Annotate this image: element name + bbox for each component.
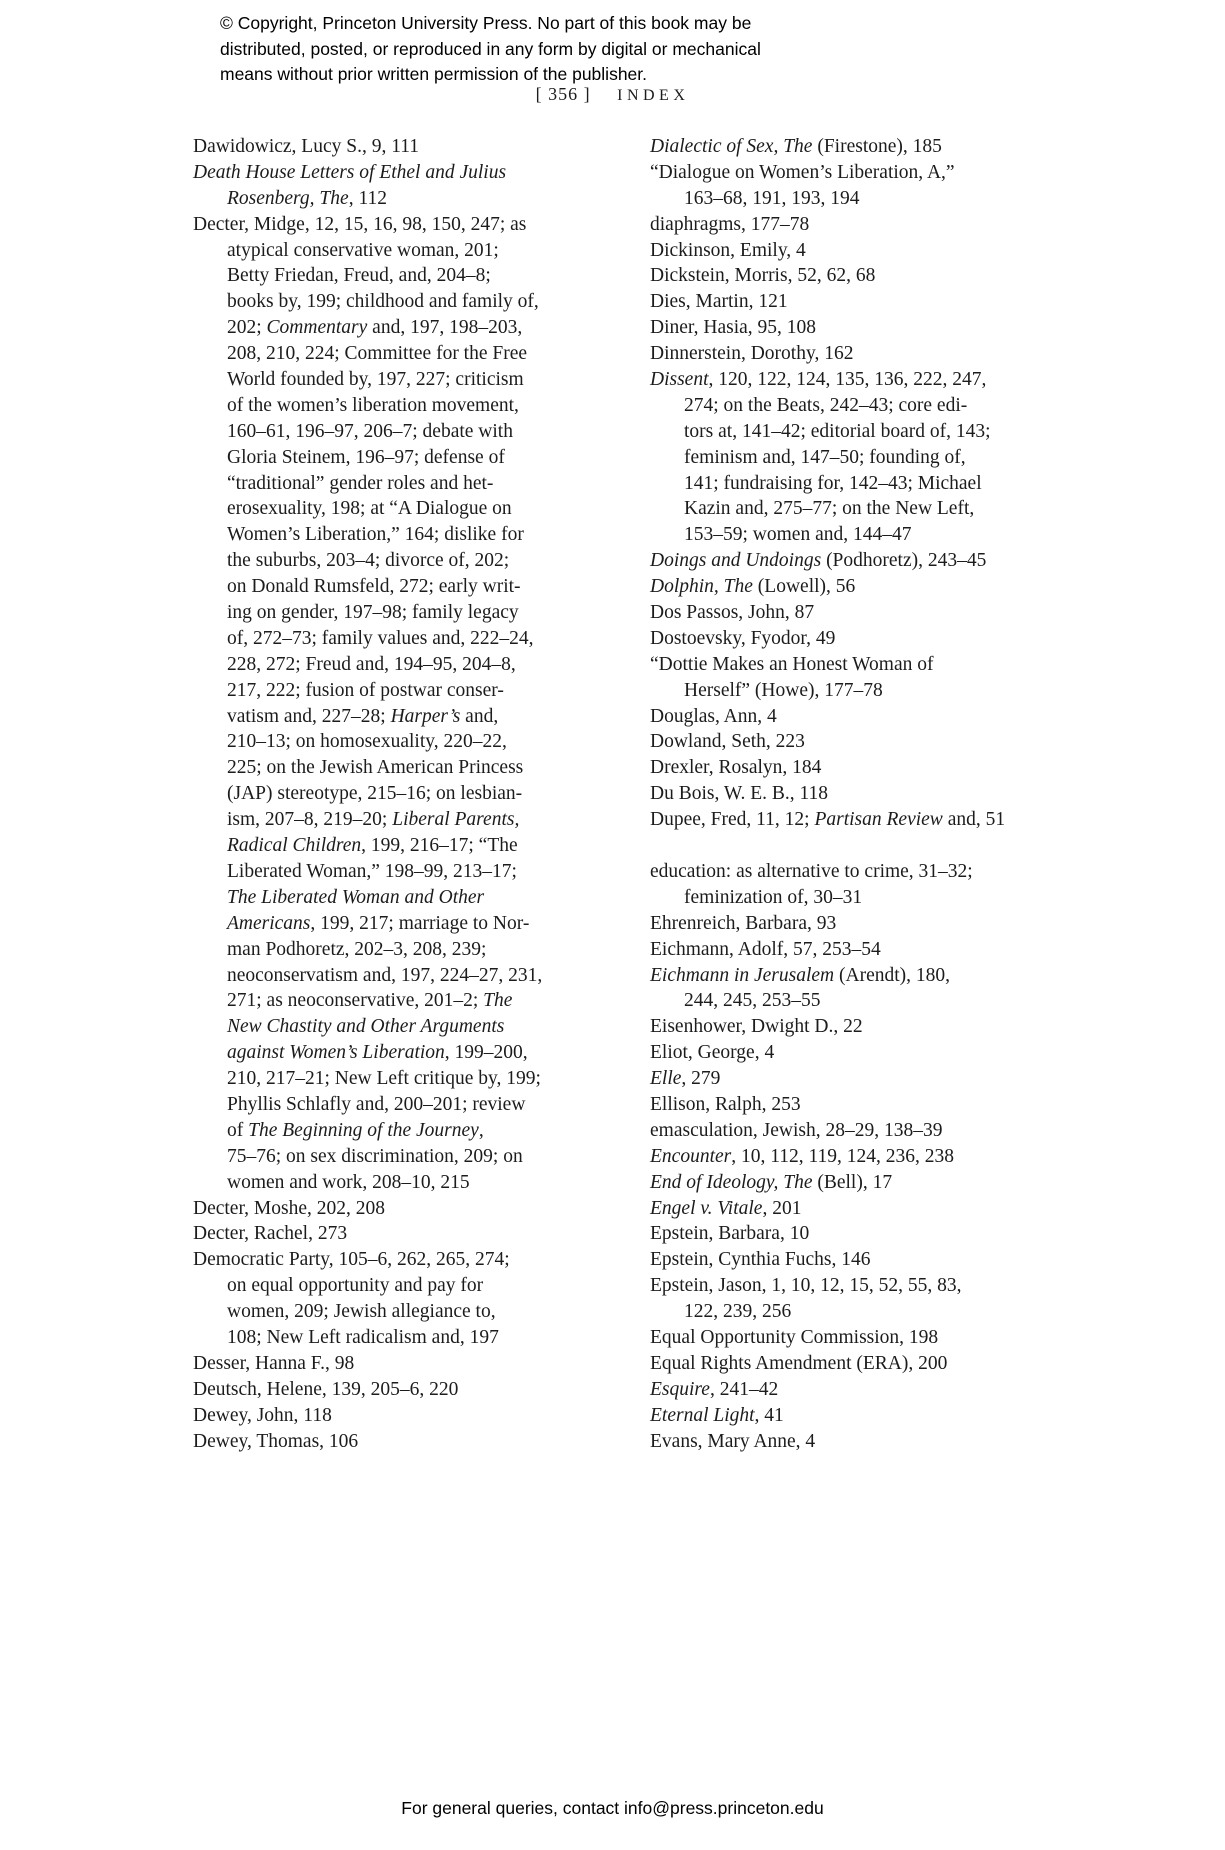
index-line — [193, 238, 585, 264]
index-text: , 241–42 — [709, 1378, 779, 1400]
index-text: Betty Friedan, Freud, and, 204–8; — [227, 265, 491, 287]
index-line — [650, 1247, 1050, 1273]
index-text: 210, 217–21; New Left critique by, 199; — [227, 1068, 541, 1090]
index-text: Douglas, Ann, 4 — [650, 705, 777, 727]
index-text: , — [478, 1119, 484, 1141]
index-text: Evans, Mary Anne, 4 — [650, 1430, 816, 1452]
index-line — [650, 885, 1050, 911]
index-text: 202; — [227, 317, 267, 339]
index-italic-title: Radical Children — [227, 835, 362, 857]
index-text: (JAP) stereotype, 215–16; on lesbian- — [227, 783, 523, 805]
index-text: Equal Rights Amendment (ERA), 200 — [650, 1352, 948, 1374]
index-text: man Podhoretz, 202–3, 208, 239; — [227, 938, 487, 960]
index-text: , 199, 216–17; “The — [361, 835, 518, 857]
index-text: “traditional” gender roles and het- — [227, 472, 494, 494]
index-line — [650, 911, 1050, 937]
index-text: Dickinson, Emily, 4 — [650, 239, 806, 261]
index-text: books by, 199; childhood and family of, — [227, 291, 539, 313]
index-text: the suburbs, 203–4; divorce of, 202; — [227, 550, 510, 572]
index-italic-title: The Beginning of the Journey — [248, 1119, 479, 1141]
index-text: 141; fundraising for, 142–43; Michael — [684, 472, 982, 494]
index-line — [193, 626, 585, 652]
copyright-notice — [220, 11, 860, 88]
index-text: 271; as neoconservative, 201–2; — [227, 990, 484, 1012]
index-line — [650, 1351, 1050, 1377]
index-text: Epstein, Barbara, 10 — [650, 1223, 810, 1245]
index-line — [650, 263, 1050, 289]
index-italic-title: Encounter — [650, 1145, 732, 1167]
index-line — [650, 755, 1050, 781]
index-text: Democratic Party, 105–6, 262, 265, 274; — [193, 1249, 510, 1271]
index-line — [650, 1092, 1050, 1118]
index-italic-title: Death House Letters of Ethel and Julius — [193, 161, 507, 183]
index-text: 228, 272; Freud and, 194–95, 204–8, — [227, 653, 516, 675]
index-line — [193, 212, 585, 238]
index-text: 153–59; women and, 144–47 — [684, 524, 912, 546]
index-text: , 279 — [681, 1068, 721, 1090]
index-text: , 201 — [762, 1197, 802, 1219]
index-text: (Podhoretz), 243–45 — [821, 550, 987, 572]
index-text: 244, 245, 253–55 — [684, 990, 821, 1012]
index-line — [193, 963, 585, 989]
index-line — [650, 574, 1050, 600]
index-line — [650, 1299, 1050, 1325]
index-line — [650, 471, 1050, 497]
index-line — [650, 678, 1050, 704]
index-line — [650, 419, 1050, 445]
index-text: “Dialogue on Women’s Liberation, A,” — [650, 161, 955, 183]
index-line — [193, 263, 585, 289]
index-text: ism, 207–8, 219–20; — [227, 809, 393, 831]
index-line — [650, 445, 1050, 471]
index-text: atypical conservative woman, 201; — [227, 239, 499, 261]
index-line — [193, 1403, 585, 1429]
index-line — [193, 548, 585, 574]
index-text: 163–68, 191, 193, 194 — [684, 187, 860, 209]
index-text: Kazin and, 275–77; on the New Left, — [684, 498, 975, 520]
index-italic-title: Eichmann in Jerusalem — [650, 964, 835, 986]
index-text: Dostoevsky, Fyodor, 49 — [650, 627, 836, 649]
index-text: on equal opportunity and pay for — [227, 1275, 484, 1297]
index-text: Ehrenreich, Barbara, 93 — [650, 912, 837, 934]
copyright-line: distributed, posted, or reproduced in any form by digital or mechanical — [220, 38, 761, 59]
index-column-right — [650, 134, 1050, 1454]
index-text: World founded by, 197, 227; criticism — [227, 369, 524, 391]
index-line — [193, 445, 585, 471]
index-line — [193, 988, 585, 1014]
index-line — [650, 1403, 1050, 1429]
index-text: Diner, Hasia, 95, 108 — [650, 317, 817, 339]
index-line — [193, 1351, 585, 1377]
index-italic-title: End of Ideology, The — [650, 1171, 813, 1193]
index-line — [193, 1247, 585, 1273]
index-line — [650, 134, 1050, 160]
index-text: on Donald Rumsfeld, 272; early writ- — [227, 576, 521, 598]
page-title: INDEX — [617, 87, 690, 104]
index-text: Desser, Hanna F., 98 — [193, 1352, 355, 1374]
index-line — [650, 729, 1050, 755]
index-italic-title: The — [483, 990, 513, 1012]
index-text: emasculation, Jewish, 28–29, 138–39 — [650, 1119, 943, 1141]
index-text: Epstein, Cynthia Fuchs, 146 — [650, 1249, 871, 1271]
index-text: (Arendt), 180, — [834, 964, 951, 986]
index-line — [650, 704, 1050, 730]
index-line — [193, 600, 585, 626]
index-line — [650, 1221, 1050, 1247]
index-text: Drexler, Rosalyn, 184 — [650, 757, 822, 779]
index-text: , 120, 122, 124, 135, 136, 222, 247, — [708, 369, 987, 391]
index-line — [193, 186, 585, 212]
index-text: education: as alternative to crime, 31–32; — [650, 860, 973, 882]
index-line — [650, 212, 1050, 238]
index-line — [650, 186, 1050, 212]
index-line — [193, 1066, 585, 1092]
index-text: Eliot, George, 4 — [650, 1042, 775, 1064]
index-text: diaphragms, 177–78 — [650, 213, 810, 235]
index-line — [193, 807, 585, 833]
index-text: (Bell), 17 — [812, 1171, 893, 1193]
index-text: Eichmann, Adolf, 57, 253–54 — [650, 938, 881, 960]
index-text: feminization of, 30–31 — [684, 886, 863, 908]
index-italic-title: Dolphin, The — [650, 576, 753, 598]
index-line — [650, 626, 1050, 652]
index-line — [193, 1377, 585, 1403]
index-text: , 199, 217; marriage to Nor- — [310, 912, 530, 934]
index-line — [193, 496, 585, 522]
index-italic-title: Doings and Undoings — [650, 550, 822, 572]
index-text: Dickstein, Morris, 52, 62, 68 — [650, 265, 876, 287]
index-italic-title: Dissent — [650, 369, 709, 391]
index-line — [193, 1040, 585, 1066]
copyright-line: means without prior written permission of the publisher. — [220, 64, 648, 84]
index-italic-title: against Women’s Liberation — [227, 1042, 445, 1064]
index-line — [650, 315, 1050, 341]
index-line — [650, 289, 1050, 315]
index-line — [650, 367, 1050, 393]
index-line — [650, 1040, 1050, 1066]
index-text: and, — [460, 705, 499, 727]
index-line — [193, 781, 585, 807]
index-line — [650, 652, 1050, 678]
index-line — [193, 471, 585, 497]
index-line — [650, 393, 1050, 419]
index-line — [650, 600, 1050, 626]
index-line — [650, 1273, 1050, 1299]
index-line — [193, 1118, 585, 1144]
index-line — [193, 1014, 585, 1040]
index-text: and, 51 — [942, 809, 1006, 831]
index-line — [650, 238, 1050, 264]
index-text: Gloria Steinem, 196–97; defense of — [227, 446, 505, 468]
index-italic-title: Commentary — [266, 317, 368, 339]
index-text: Dawidowicz, Lucy S., 9, 111 — [193, 136, 420, 157]
index-text: 210–13; on homosexuality, 220–22, — [227, 731, 507, 753]
index-line — [650, 1377, 1050, 1403]
index-column-left — [193, 134, 585, 1454]
index-text: feminism and, 147–50; founding of, — [684, 446, 966, 468]
index-text: Deutsch, Helene, 139, 205–6, 220 — [193, 1378, 459, 1400]
index-line — [650, 548, 1050, 574]
index-text: Dewey, Thomas, 106 — [193, 1430, 359, 1452]
index-text: tors at, 141–42; editorial board of, 143; — [684, 420, 991, 442]
index-line — [193, 341, 585, 367]
index-text: 217, 222; fusion of postwar conser- — [227, 679, 504, 701]
index-text: (Firestone), 185 — [812, 136, 942, 157]
index-italic-title: Engel v. Vitale — [650, 1197, 763, 1219]
index-line — [193, 1144, 585, 1170]
index-line — [650, 859, 1050, 885]
index-text: 75–76; on sex discrimination, 209; on — [227, 1145, 523, 1167]
index-italic-title: Dialectic of Sex, The — [650, 136, 813, 157]
page-header — [0, 84, 1225, 105]
index-italic-title: Americans — [227, 912, 311, 934]
footer-contact: For general queries, contact info@press.princeton.edu — [401, 1798, 824, 1818]
index-line — [193, 522, 585, 548]
index-line — [193, 1170, 585, 1196]
index-italic-title: Elle — [650, 1068, 682, 1090]
index-italic-title: Partisan Review — [814, 809, 943, 831]
index-line — [650, 781, 1050, 807]
index-text: Dos Passos, John, 87 — [650, 602, 815, 624]
index-line — [650, 1429, 1050, 1455]
index-line — [193, 885, 585, 911]
index-line — [650, 807, 1050, 833]
index-line — [650, 988, 1050, 1014]
index-text: 274; on the Beats, 242–43; core edi- — [684, 394, 968, 416]
index-line — [193, 367, 585, 393]
index-text: of the women’s liberation movement, — [227, 394, 519, 416]
index-text: women and work, 208–10, 215 — [227, 1171, 470, 1193]
index-text: Liberated Woman,” 198–99, 213–17; — [227, 860, 517, 882]
index-blank-line — [650, 833, 1050, 859]
index-text: Dinnerstein, Dorothy, 162 — [650, 343, 854, 365]
page-number: [ 356 ] — [535, 84, 591, 104]
index-line — [193, 729, 585, 755]
index-line — [650, 1118, 1050, 1144]
index-italic-title: Liberal Parents, — [392, 809, 520, 831]
index-line — [193, 678, 585, 704]
index-line — [193, 833, 585, 859]
index-text: , 10, 112, 119, 124, 236, 238 — [731, 1145, 955, 1167]
index-italic-title: Eternal Light — [650, 1404, 755, 1426]
index-text: Decter, Midge, 12, 15, 16, 98, 150, 247; as — [193, 213, 527, 235]
index-text: Herself” (Howe), 177–78 — [684, 679, 883, 701]
index-text: 108; New Left radicalism and, 197 — [227, 1326, 499, 1348]
index-text: erosexuality, 198; at “A Dialogue on — [227, 498, 512, 520]
index-line — [193, 1273, 585, 1299]
index-line — [193, 1196, 585, 1222]
index-text: neoconservatism and, 197, 224–27, 231, — [227, 964, 543, 986]
index-line — [193, 1299, 585, 1325]
index-text: Du Bois, W. E. B., 118 — [650, 783, 829, 805]
index-text: of, 272–73; family values and, 222–24, — [227, 627, 534, 649]
index-text: , 41 — [754, 1404, 784, 1426]
index-text: Dowland, Seth, 223 — [650, 731, 805, 753]
index-text: Epstein, Jason, 1, 10, 12, 15, 52, 55, 83, — [650, 1275, 962, 1297]
index-line — [193, 315, 585, 341]
index-line — [193, 134, 585, 160]
index-line — [193, 755, 585, 781]
index-line — [650, 496, 1050, 522]
index-text: Decter, Rachel, 273 — [193, 1223, 348, 1245]
index-text: Phyllis Schlafly and, 200–201; review — [227, 1093, 526, 1115]
index-line — [650, 1014, 1050, 1040]
index-line — [193, 1325, 585, 1351]
index-line — [650, 522, 1050, 548]
index-line — [193, 859, 585, 885]
index-text: vatism and, 227–28; — [227, 705, 391, 727]
index-line — [650, 1144, 1050, 1170]
index-line — [650, 937, 1050, 963]
index-text: Ellison, Ralph, 253 — [650, 1093, 801, 1115]
index-text: 208, 210, 224; Committee for the Free — [227, 343, 528, 365]
index-line — [193, 652, 585, 678]
index-line — [650, 1170, 1050, 1196]
index-text: 160–61, 196–97, 206–7; debate with — [227, 420, 513, 442]
index-text: ing on gender, 197–98; family legacy — [227, 602, 519, 624]
index-line — [193, 937, 585, 963]
index-text: Equal Opportunity Commission, 198 — [650, 1326, 939, 1348]
index-line — [193, 1221, 585, 1247]
index-line — [193, 1092, 585, 1118]
index-text: Eisenhower, Dwight D., 22 — [650, 1016, 863, 1038]
index-line — [193, 704, 585, 730]
copyright-line: © Copyright, Princeton University Press. No part of this book may be — [220, 13, 752, 33]
index-line — [650, 1066, 1050, 1092]
index-text: 225; on the Jewish American Princess — [227, 757, 524, 779]
index-text: and, 197, 198–203, — [367, 317, 523, 339]
index-text: women, 209; Jewish allegiance to, — [227, 1301, 496, 1323]
index-text: , 112 — [348, 187, 387, 209]
index-text: Dupee, Fred, 11, 12; — [650, 809, 815, 831]
index-line — [193, 419, 585, 445]
index-text: Women’s Liberation,” 164; dislike for — [227, 524, 524, 546]
index-text: Dewey, John, 118 — [193, 1404, 332, 1426]
index-text: of — [227, 1119, 249, 1141]
index-text: “Dottie Makes an Honest Woman of — [650, 653, 934, 675]
index-italic-title: Harper’s — [390, 705, 461, 727]
index-text: Decter, Moshe, 202, 208 — [193, 1197, 386, 1219]
index-line — [193, 289, 585, 315]
index-italic-title: Esquire — [650, 1378, 710, 1400]
index-line — [650, 963, 1050, 989]
index-line — [650, 1325, 1050, 1351]
index-text: , 199–200, — [444, 1042, 528, 1064]
index-italic-title: New Chastity and Other Arguments — [227, 1016, 505, 1038]
index-line — [650, 160, 1050, 186]
index-text: 122, 239, 256 — [684, 1301, 792, 1323]
index-line — [193, 160, 585, 186]
index-line — [193, 1429, 585, 1455]
index-italic-title: The Liberated Woman and Other — [227, 886, 485, 908]
index-text: Dies, Martin, 121 — [650, 291, 788, 313]
index-line — [650, 1196, 1050, 1222]
index-text: (Lowell), 56 — [752, 576, 856, 598]
index-italic-title: Rosenberg, The — [227, 187, 349, 209]
index-line — [193, 911, 585, 937]
index-line — [193, 574, 585, 600]
index-line — [650, 341, 1050, 367]
index-line — [193, 393, 585, 419]
